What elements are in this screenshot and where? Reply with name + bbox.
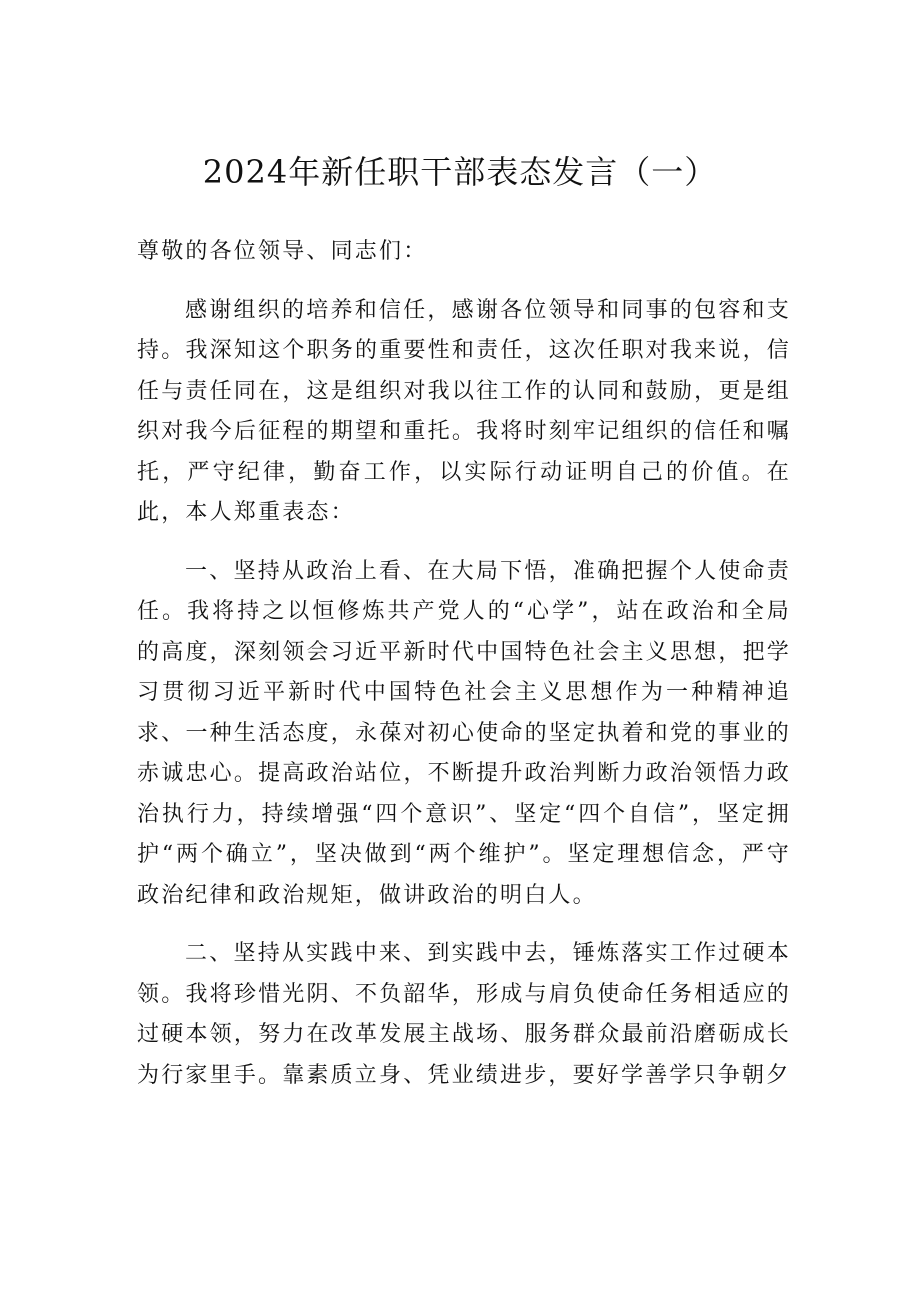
paragraph-intro: 感谢组织的培养和信任，感谢各位领导和同事的包容和支持。我深知这个职务的重要性和责任，这次任职对我来说，信任与责任同在，这是组织对我以往工作的认同和鼓励，更是组织对我今后征程的期望和重托。我将时刻牢记组织的信任和嘱托，严守纪律，勤奋工作，以实际行动证明自己的价值。在此，本人郑重表态： — [137, 297, 791, 525]
document-body — [137, 232, 791, 1114]
salutation: 尊敬的各位领导、同志们： — [137, 239, 428, 264]
paragraph-point-two: 二、坚持从实践中来、到实践中去，锤炼落实工作过硬本领。我将珍惜光阴、不负韶华，形成与肩负使命任务相适应的过硬本领，努力在改革发展主战场、服务群众最前沿磨砺成长为行家里手。靠素质立身、凭业绩进步，要好学善学只争朝夕 — [137, 941, 791, 1088]
document-title: 2024年新任职干部表态发言（一） — [202, 153, 718, 191]
paragraph-point-one: 一、坚持从政治上看、在大局下悟，准确把握个人使命责任。我将持之以恒修炼共产党人的“心学”，站在政治和全局的高度，深刻领会习近平新时代中国特色社会主义思想，把学习贯彻习近平新时代中国特色社会主义思想作为一种精神追求、一种生活态度，永葆对初心使命的坚定执着和党的事业的赤诚忠心。提高政治站位，不断提升政治判断力政治领悟力政治执行力，持续增强“四个意识”、坚定“四个自信”，坚定拥护“两个确立”，坚决做到“两个维护”。坚定理想信念，严守政治纪律和政治规矩，做讲政治的明白人。 — [137, 558, 791, 908]
